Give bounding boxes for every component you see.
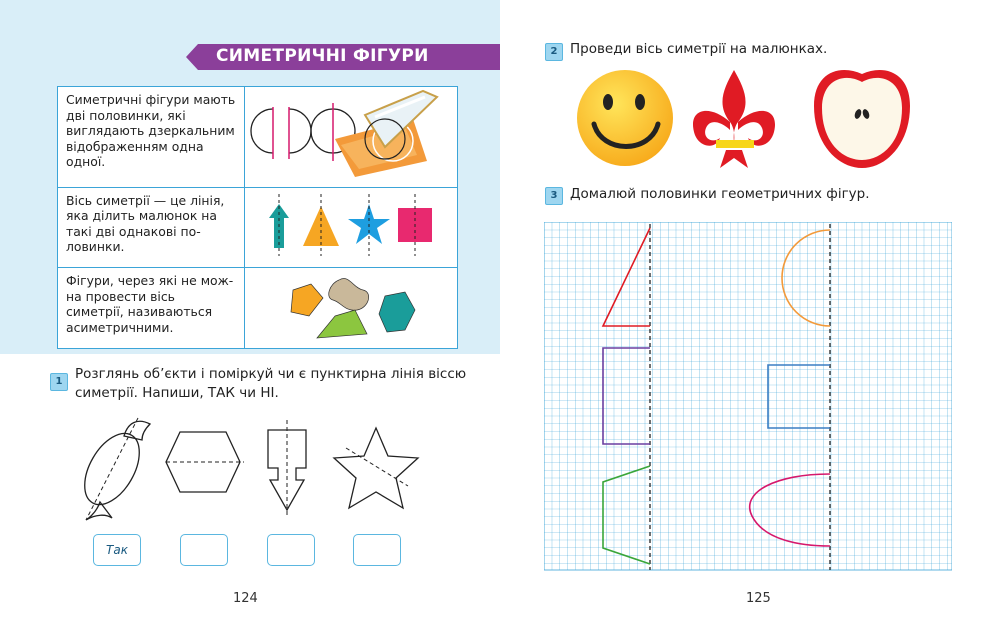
illustration-mirror <box>245 87 458 188</box>
page-number-left: 124 <box>233 591 258 606</box>
table-row <box>58 268 458 349</box>
shapes-with-axes-icon <box>245 188 457 264</box>
answer-box-3[interactable] <box>267 534 315 566</box>
answer-box-4[interactable] <box>353 534 401 566</box>
table-row <box>58 187 458 268</box>
task-1-figures <box>70 410 440 525</box>
page-title-banner <box>186 44 500 70</box>
illustration-asymmetric <box>245 268 458 349</box>
task-2-pictures <box>570 64 920 174</box>
table-row <box>58 87 458 188</box>
task-1-text: Розглянь об’єкти і поміркуй чи є пунктирна лінія віссю симетрії. Напиши, ТАК чи НІ. <box>75 366 467 401</box>
page-number-right: 125 <box>746 591 771 606</box>
apple-icon <box>814 70 910 168</box>
definition-symmetric: Симетричні фігури мають дві половинки, які виглядають дзеркальним відображенням одна одної. <box>58 87 245 188</box>
fleur-de-lis-icon <box>693 70 775 168</box>
illustration-axes <box>245 187 458 268</box>
answer-box-1[interactable]: Так <box>93 534 141 566</box>
candy-figure <box>73 418 150 520</box>
page-title: СИМЕТРИЧНІ ФІГУРИ <box>216 46 429 66</box>
task-2-text: Проведи вісь симетрії на малюнках. <box>570 41 828 57</box>
arrow-figure <box>268 420 306 515</box>
task-1-number: 1 <box>50 373 68 391</box>
task-3-text: Домалюй половинки геометричних фігур. <box>570 186 870 202</box>
asymmetric-shapes-icon <box>245 268 457 344</box>
task-2-number: 2 <box>545 43 563 61</box>
definition-axis: Вісь симетрії — це лінія, яка ділить малюнок на такі дві однакові половинки. <box>58 187 245 268</box>
definitions-table <box>57 86 458 349</box>
definition-asymmetric: Фігури, через які не можна провести вісь симетрії, називаються асиметричними. <box>58 268 245 349</box>
task-3-number: 3 <box>545 187 563 205</box>
answer-box-2[interactable] <box>180 534 228 566</box>
mirror-halves-icon <box>245 87 457 183</box>
smiley-icon <box>577 70 673 166</box>
grid-canvas[interactable] <box>544 222 952 572</box>
hexagon-figure <box>166 432 244 492</box>
star-figure <box>334 428 418 508</box>
